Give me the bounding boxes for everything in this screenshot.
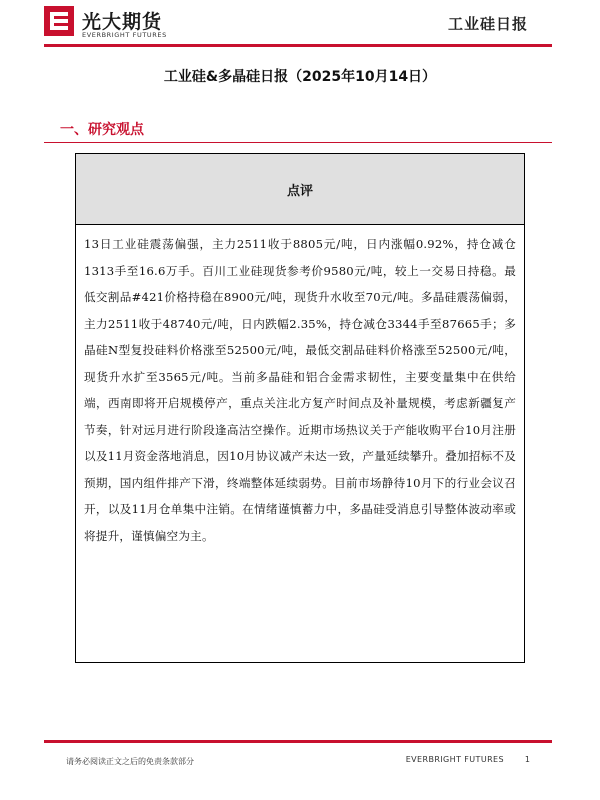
company-logo [44, 4, 174, 44]
section-divider [44, 142, 552, 143]
review-table-header: 点评 [76, 154, 524, 225]
review-table-body: 13日工业硅震荡偏强，主力2511收于8805元/吨，日内涨幅0.92%，持仓减仓1313手至16.6万手。百川工业硅现货参考价9580元/吨，较上一交易日持稳。最低交割品#421价格持稳在8900元/吨，现货升水收至70元/吨。多晶硅震荡偏弱，主力2511收于48740元/吨，日内跌幅2.35%，持仓减仓3344手至87665手；多晶硅N型复投硅料价格涨至52500元/吨，最低交割品硅料价格涨至52500元/吨，现货升水扩至3565元/吨。当前多晶硅和铝合金需求韧性，主要变量集中在供给端，西南即将开启规模停产，重点关注北方复产时间点及补量规模，考虑新疆复产节奏，针对远月进行阶段逢高沽空操作。近期市场热议关于产能收购平台10月注册以及11月资金落地消息，因10月协议减产未达一致，产量延续攀升。叠加招标不及预期，国内组件排产下滑，终端整体延续弱势。目前市场静待10月下的行业会议召开，以及11月仓单集中注销。在情绪谨慎蓄力中，多晶硅受消息引导整体波动率或将提升，谨慎偏空为主。 [84, 237, 516, 543]
logo-english-name: EVERBRIGHT FUTURES [82, 31, 167, 39]
footer-disclaimer: 请务必阅读正文之后的免责条款部分 [66, 757, 194, 766]
logo-chinese-name: 光大期货 [82, 11, 163, 33]
footer-brand: EVERBRIGHT FUTURES [405, 755, 504, 764]
page-header [0, 0, 600, 52]
document-title: 工业硅&多晶硅日报（2025年10月14日） [163, 69, 437, 85]
report-type-label: 工业硅日报 [447, 15, 528, 33]
section-heading: 一、研究观点 [60, 122, 144, 138]
page-number: 1 [524, 755, 530, 764]
everbright-logo-icon [44, 6, 74, 36]
review-table [75, 153, 525, 663]
header-divider [44, 44, 552, 47]
footer-divider [44, 740, 552, 743]
